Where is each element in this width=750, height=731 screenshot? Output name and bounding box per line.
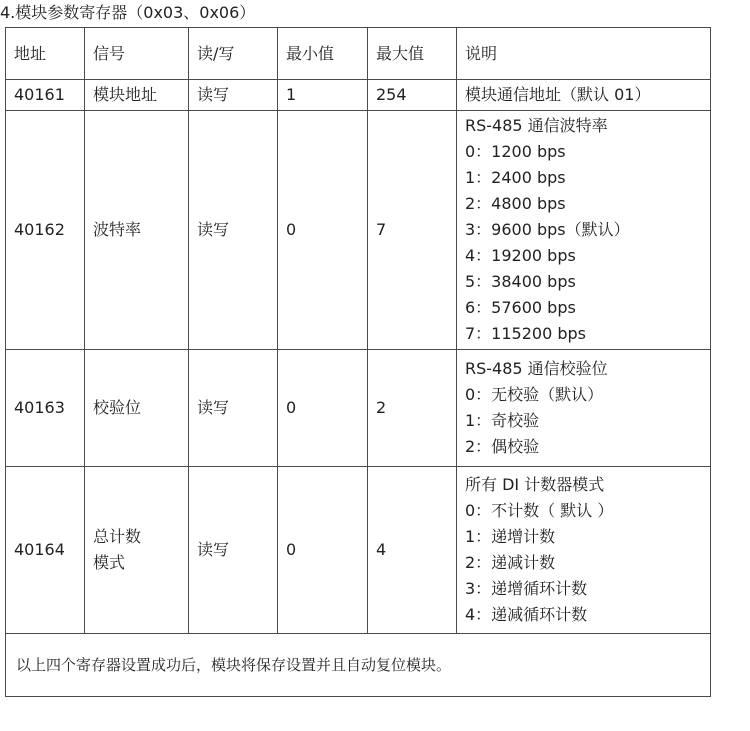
- signal-line: 总计数: [93, 527, 142, 546]
- cell-max: 7: [368, 111, 457, 350]
- cell-description: [457, 80, 711, 111]
- column-header-max: 最大值: [368, 28, 457, 80]
- description-line: 1：2400 bps: [465, 168, 566, 187]
- cell-address: 40162: [6, 111, 85, 350]
- cell-address: 40163: [6, 350, 85, 467]
- table-header-row: [6, 28, 711, 80]
- table-row: [6, 350, 711, 467]
- cell-min: 0: [278, 350, 368, 467]
- description-line: 1：递增计数: [465, 527, 556, 546]
- description-line: 2：4800 bps: [465, 194, 566, 213]
- description-line: 4：递减循环计数: [465, 605, 588, 624]
- description-line: 6：57600 bps: [465, 298, 576, 317]
- column-header-description: 说明: [457, 28, 711, 80]
- description-line: RS-485 通信校验位: [465, 359, 608, 378]
- cell-read-write: 读写: [189, 111, 278, 350]
- note-cell: [6, 634, 711, 697]
- cell-min: 0: [278, 467, 368, 634]
- description-line: 0：不计数（ 默认 ）: [465, 501, 614, 520]
- description-line: 2：偶校验: [465, 437, 540, 456]
- cell-read-write: 读写: [189, 80, 278, 111]
- cell-signal: 波特率: [85, 111, 189, 350]
- column-header-read-write: 读/写: [189, 28, 278, 80]
- column-header-address: 地址: [6, 28, 85, 80]
- cell-signal: [85, 467, 189, 634]
- cell-min: 1: [278, 80, 368, 111]
- cell-description: [457, 111, 711, 350]
- note-row: [6, 634, 711, 697]
- description-line: 0：1200 bps: [465, 142, 566, 161]
- description-line: 4：19200 bps: [465, 246, 576, 265]
- section-heading: 4.模块参数寄存器（0x03、0x06）: [0, 3, 256, 22]
- description-line: 5：38400 bps: [465, 272, 576, 291]
- description-line: 3：递增循环计数: [465, 579, 588, 598]
- column-header-min: 最小值: [278, 28, 368, 80]
- cell-max: 2: [368, 350, 457, 467]
- cell-signal: 校验位: [85, 350, 189, 467]
- column-header-signal: 信号: [85, 28, 189, 80]
- cell-max: 254: [368, 80, 457, 111]
- description-line: 所有 DI 计数器模式: [465, 475, 605, 494]
- description-line: 模块通信地址（默认 01）: [465, 85, 651, 104]
- table-row: [6, 80, 711, 111]
- description-line: RS-485 通信波特率: [465, 116, 608, 135]
- register-table: [5, 27, 711, 697]
- table-row: [6, 467, 711, 634]
- cell-signal: 模块地址: [85, 80, 189, 111]
- description-line: 2：递减计数: [465, 553, 556, 572]
- description-line: 0：无校验（默认）: [465, 385, 604, 404]
- cell-max: 4: [368, 467, 457, 634]
- description-line: 7：115200 bps: [465, 324, 586, 343]
- cell-min: 0: [278, 111, 368, 350]
- cell-address: 40164: [6, 467, 85, 634]
- note-text: 以上四个寄存器设置成功后，模块将保存设置并且自动复位模块。: [16, 656, 452, 674]
- cell-read-write: 读写: [189, 350, 278, 467]
- cell-description: [457, 467, 711, 634]
- description-line: 1：奇校验: [465, 411, 540, 430]
- signal-line: 模式: [93, 553, 126, 572]
- cell-description: [457, 350, 711, 467]
- table-row: [6, 111, 711, 350]
- cell-read-write: 读写: [189, 467, 278, 634]
- cell-address: 40161: [6, 80, 85, 111]
- description-line: 3：9600 bps（默认）: [465, 220, 630, 239]
